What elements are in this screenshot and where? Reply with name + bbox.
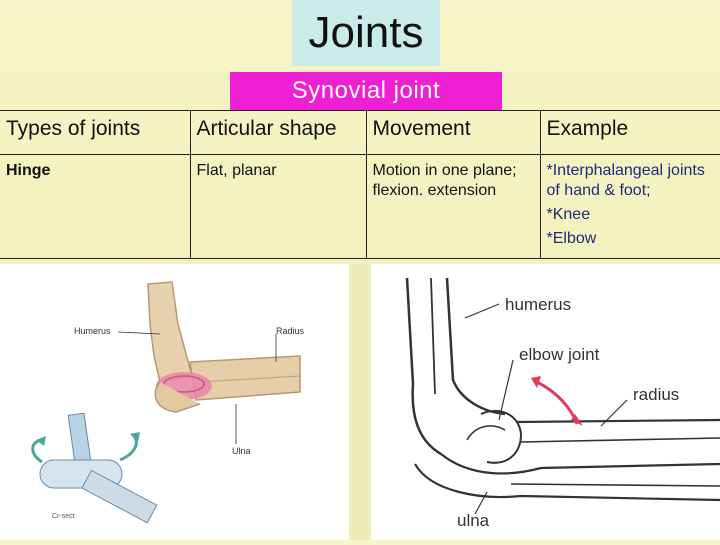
cell-shape: Flat, planar xyxy=(190,155,366,259)
elbow-illustration-colored xyxy=(0,264,349,540)
table-row xyxy=(0,155,720,259)
elbow-illustration-line xyxy=(371,264,720,540)
example-item: *Knee xyxy=(546,206,591,223)
ulna-outline xyxy=(441,454,720,473)
elbow-line-drawing xyxy=(371,264,720,540)
elbow-color-drawing xyxy=(0,264,349,540)
label-radius-line: radius xyxy=(633,385,680,404)
radius-outline xyxy=(517,420,720,422)
label-radius: Radius xyxy=(276,326,305,336)
cell-type: Hinge xyxy=(0,155,190,259)
header-example: Example xyxy=(540,111,720,155)
table-header-row xyxy=(0,111,720,155)
page-title: Joints xyxy=(292,0,440,66)
flexion-arrow xyxy=(537,382,577,424)
rotation-arrow-right xyxy=(120,436,136,460)
label-humerus-line: humerus xyxy=(505,295,572,314)
header-shape: Articular shape xyxy=(190,111,366,155)
joint-outline xyxy=(481,411,521,463)
label-ulna: Ulna xyxy=(232,446,251,456)
humerus-outline xyxy=(407,278,441,454)
header-types: Types of joints xyxy=(0,111,190,155)
example-item: *Elbow xyxy=(546,230,597,247)
page-subtitle: Synovial joint xyxy=(230,72,502,110)
example-item: *Interphalangeal joints of hand & foot; xyxy=(546,162,705,199)
cell-examples xyxy=(540,155,720,259)
label-humerus: Humerus xyxy=(74,326,111,336)
label-ulna-line: ulna xyxy=(457,511,490,530)
label-elbow-joint: elbow joint xyxy=(519,345,600,364)
image-divider xyxy=(349,264,371,540)
humerus-bone xyxy=(148,282,192,382)
joints-table xyxy=(0,110,720,259)
label-cross-section: Cr-sect xyxy=(52,513,75,520)
cell-movement: Motion in one plane; flexion. extension xyxy=(366,155,540,259)
header-movement: Movement xyxy=(366,111,540,155)
